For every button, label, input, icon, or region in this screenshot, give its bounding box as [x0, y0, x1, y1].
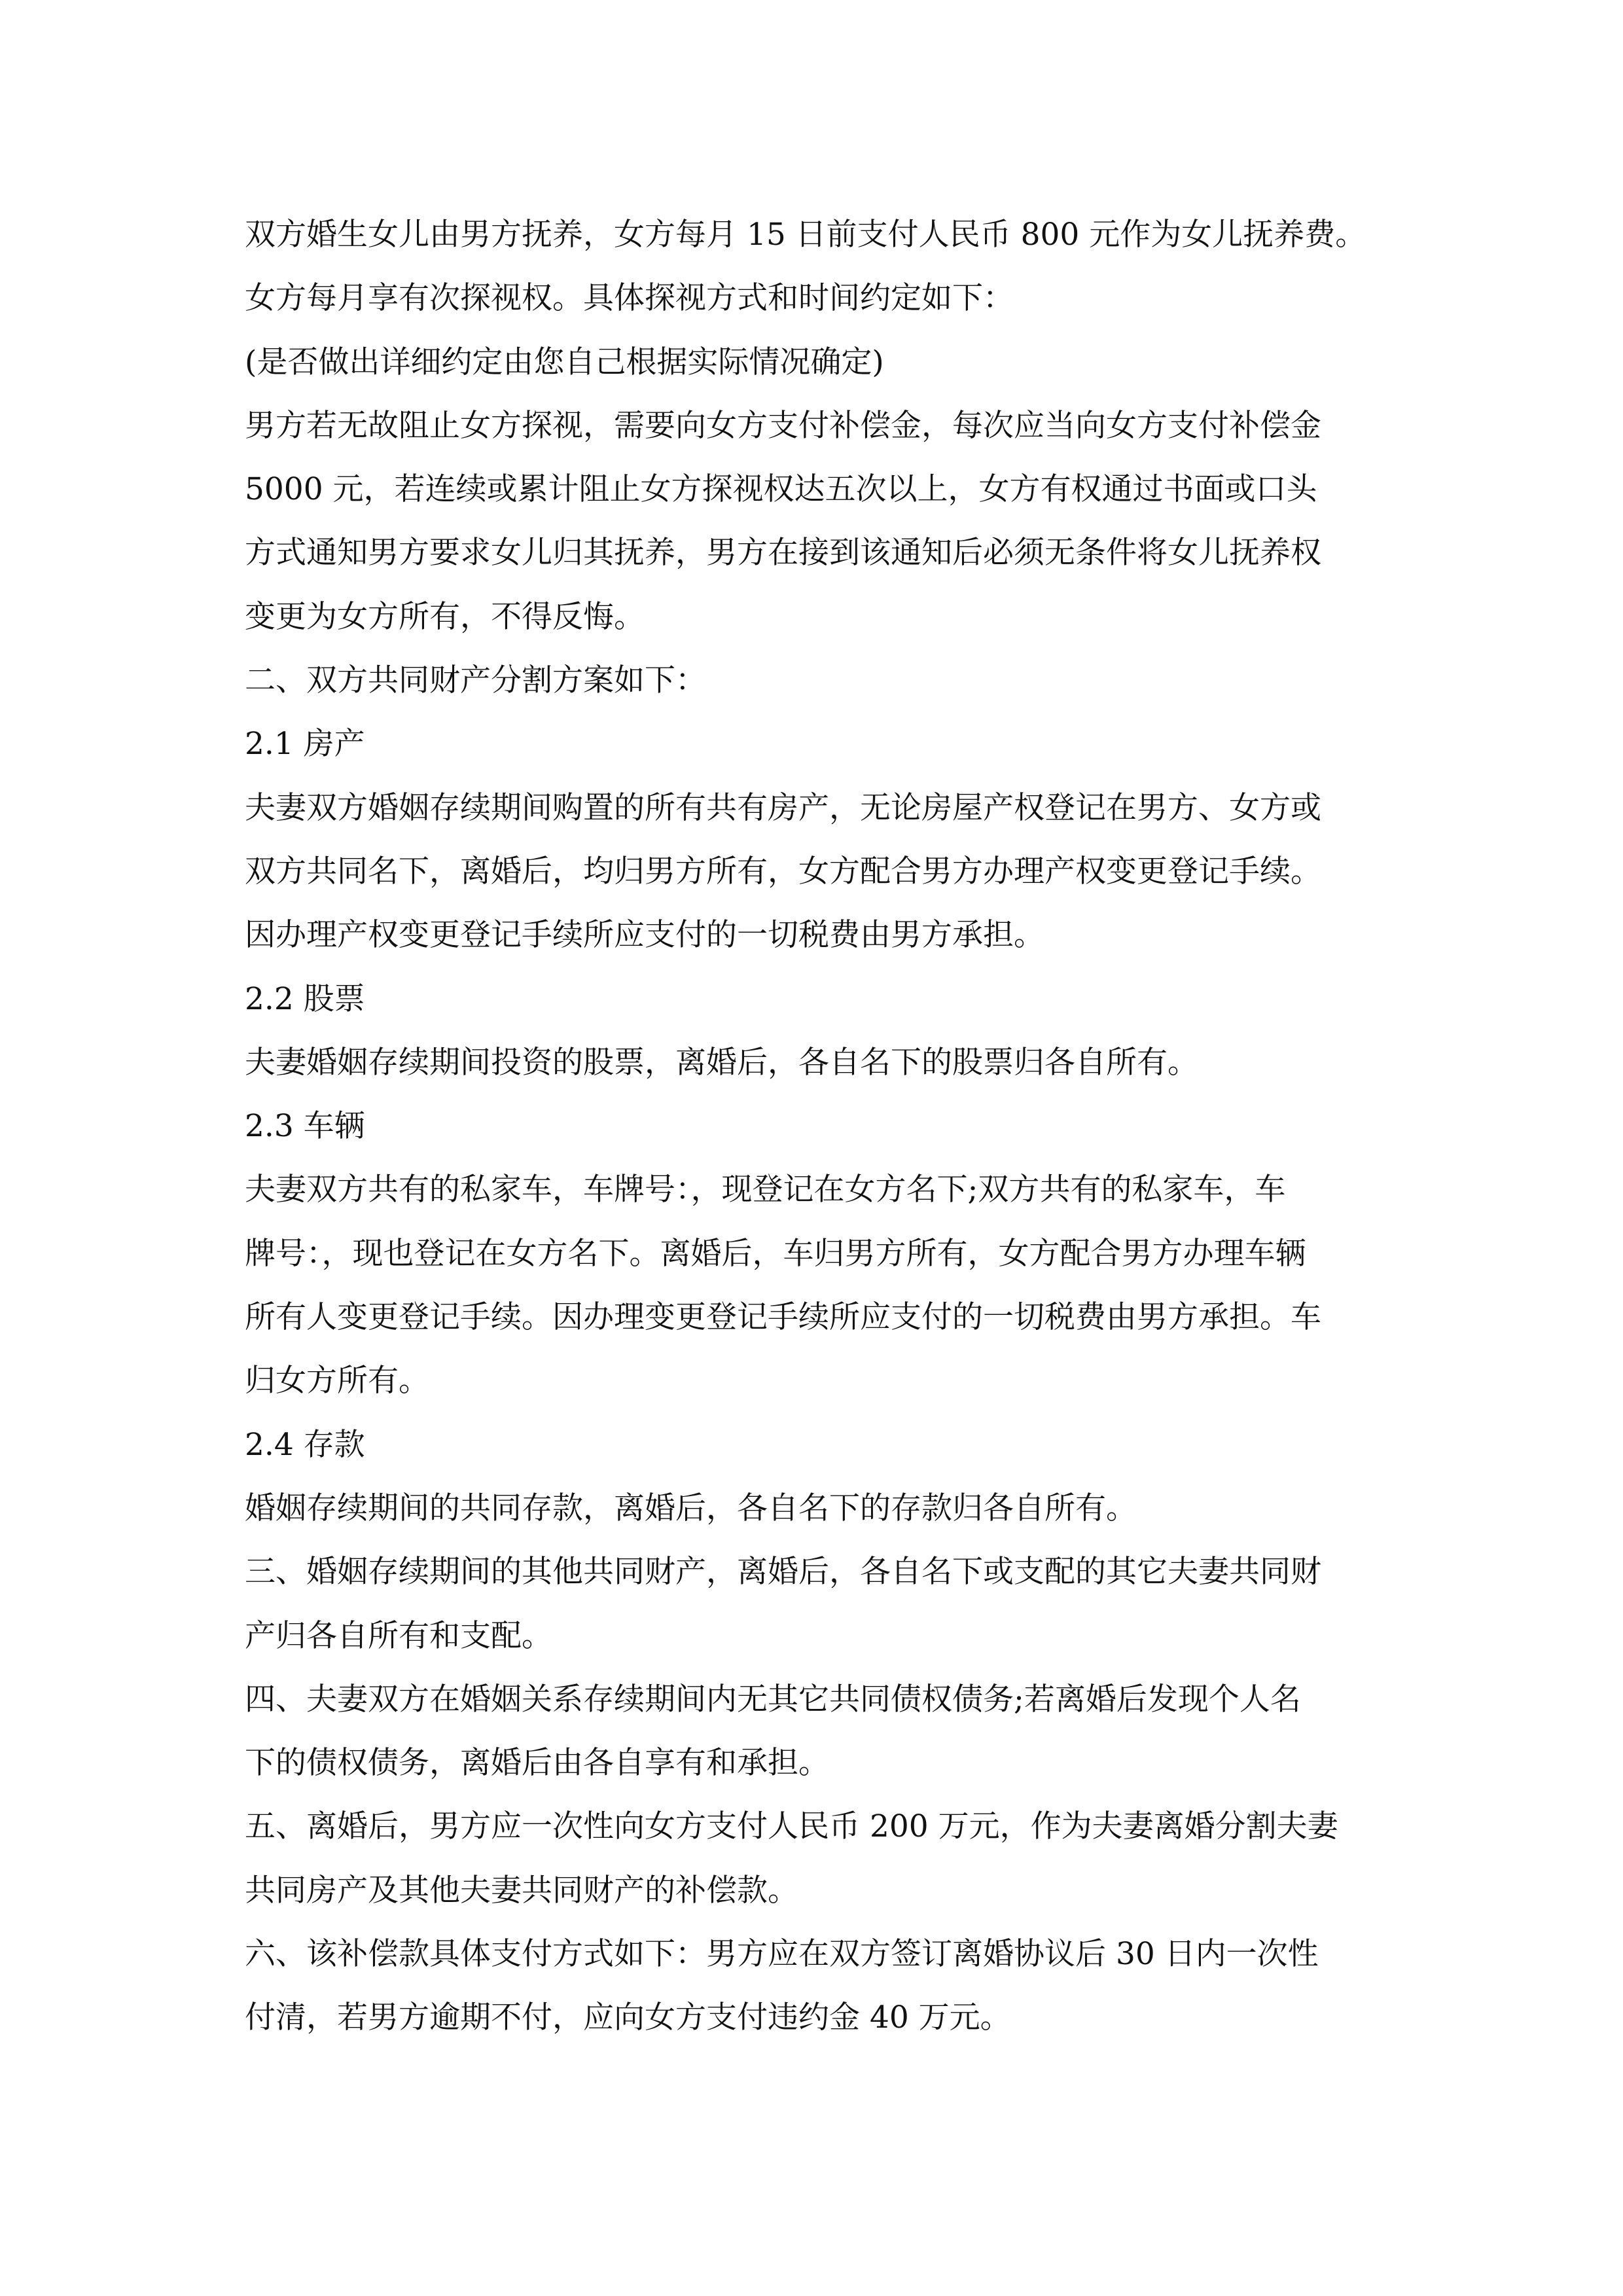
text-line: 双方婚生女儿由男方抚养，女方每月 15 日前支付人民币 800 元作为女儿抚养费。 — [245, 217, 1366, 253]
text-line: 5000 元，若连续或累计阻止女方探视权达五次以上，女方有权通过书面或口头 — [245, 471, 1317, 508]
text-line: 共同房产及其他夫妻共同财产的补偿款。 — [245, 1872, 798, 1909]
text-line: 夫妻双方婚姻存续期间购置的所有共有房产，无论房屋产权登记在男方、女方或 — [245, 789, 1321, 826]
text-line: 因办理产权变更登记手续所应支付的一切税费由男方承担。 — [245, 917, 1044, 954]
text-line: 下的债权债务，离婚后由各自享有和承担。 — [245, 1745, 829, 1782]
text-line: 变更为女方所有，不得反悔。 — [245, 598, 645, 635]
subsection-heading: 2.4 存款 — [245, 1426, 365, 1463]
text-line: 婚姻存续期间的共同存款，离婚后，各自名下的存款归各自所有。 — [245, 1490, 1137, 1526]
text-line: 归女方所有。 — [245, 1363, 429, 1399]
text-line: 男方若无故阻止女方探视，需要向女方支付补偿金，每次应当向女方支付补偿金 — [245, 407, 1321, 444]
text-line: 女方每月享有次探视权。具体探视方式和时间约定如下： — [245, 280, 1014, 317]
document-body — [245, 203, 1397, 2050]
text-line: 产归各自所有和支配。 — [245, 1617, 552, 1654]
section-heading: 二、双方共同财产分割方案如下： — [245, 662, 706, 699]
text-line: 夫妻双方共有的私家车，车牌号：，现登记在女方名下;双方共有的私家车，车 — [245, 1172, 1286, 1208]
section-heading: 五、离婚后，男方应一次性向女方支付人民币 200 万元，作为夫妻离婚分割夫妻 — [245, 1808, 1338, 1845]
text-line: 付清，若男方逾期不付，应向女方支付违约金 40 万元。 — [245, 2000, 1011, 2036]
subsection-heading: 2.1 房产 — [245, 726, 365, 762]
text-line: 双方共同名下，离婚后，均归男方所有，女方配合男方办理产权变更登记手续。 — [245, 853, 1321, 889]
text-line: 牌号：，现也登记在女方名下。离婚后，车归男方所有，女方配合男方办理车辆 — [245, 1235, 1306, 1272]
subsection-heading: 2.2 股票 — [245, 980, 365, 1017]
text-line: 所有人变更登记手续。因办理变更登记手续所应支付的一切税费由男方承担。车 — [245, 1299, 1321, 1336]
text-line: (是否做出详细约定由您自己根据实际情况确定) — [245, 344, 884, 380]
text-line: 夫妻婚姻存续期间投资的股票，离婚后，各自名下的股票归各自所有。 — [245, 1044, 1198, 1081]
section-heading: 三、婚姻存续期间的其他共同财产，离婚后，各自名下或支配的其它夫妻共同财 — [245, 1554, 1321, 1590]
subsection-heading: 2.3 车辆 — [245, 1108, 365, 1145]
section-heading: 四、夫妻双方在婚姻关系存续期间内无其它共同债权债务;若离婚后发现个人名 — [245, 1681, 1301, 1717]
section-heading: 六、该补偿款具体支付方式如下：男方应在双方签订离婚协议后 30 日内一次性 — [245, 1936, 1319, 1973]
text-line: 方式通知男方要求女儿归其抚养，男方在接到该通知后必须无条件将女儿抚养权 — [245, 535, 1321, 571]
